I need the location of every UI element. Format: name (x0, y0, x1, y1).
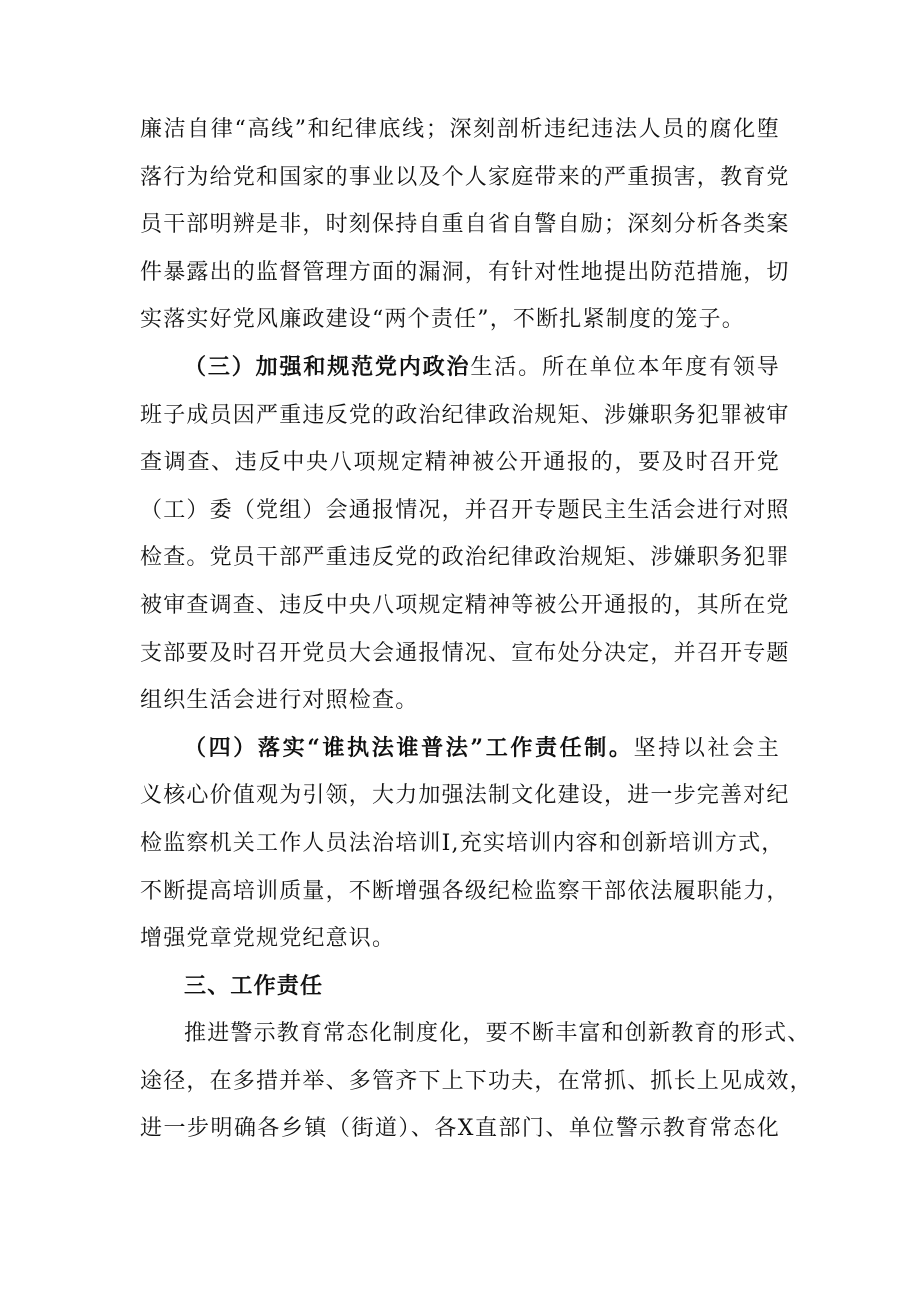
paragraph-3 (140, 725, 790, 963)
text-line: 支部要及时召开党员大会通报情况、宣布处分决定，并召开专题 (140, 640, 790, 666)
text-line: 实落实好党风廉政建设“两个责任”，不断扎紧制度的笼子。 (140, 307, 745, 333)
text-line (140, 344, 780, 392)
text-line: 检查。党员干部严重违反党的政治纪律政治规矩、涉嫌职务犯罪 (140, 545, 790, 571)
paragraph-heading: （三）加强和规范党内政治 (184, 353, 471, 380)
text-line: 员干部明辨是非，时刻保持自重自省自警自励；深刻分析各类案 (140, 212, 790, 238)
text-line: 查调查、违反中央八项规定精神被公开通报的，要及时召开党 (140, 450, 780, 476)
document-body (140, 106, 813, 1153)
paragraph-1 (140, 106, 790, 344)
text-line: 落行为给党和国家的事业以及个人家庭带来的严重损害，教育党 (140, 164, 790, 190)
text-line: 义核心价值观为引领，大力加强法制文化建设，进一步完善对纪 (140, 783, 790, 809)
text-line: 检监察机关工作人员法治培训I,充实培训内容和创新培训方式， (140, 830, 785, 856)
section-heading-text: 三、工作责任 (184, 973, 324, 999)
paragraph-2 (140, 344, 790, 725)
paragraph-4 (140, 1010, 813, 1153)
text-line: 不断提高培训质量，不断增强各级纪检监察干部依法履职能力， (140, 878, 790, 904)
text-line: （工）委（党组）会通报情况，并召开专题民主生活会进行对照 (140, 497, 790, 523)
text-line: 推进警示教育常态化制度化，要不断丰富和创新教育的形式、 (184, 1021, 811, 1047)
text-run: 生活。所在单位本年度有领导 (470, 354, 780, 380)
text-line: 途径，在多措并举、多管齐下上下功夫，在常抓、抓长上见成效， (140, 1068, 813, 1094)
section-heading (140, 963, 780, 1011)
text-line: 件暴露出的监督管理方面的漏洞，有针对性地提出防范措施，切 (140, 259, 790, 285)
text-line: 进一步明确各乡镇（街道）、各X直部门、单位警示教育常态化 (140, 1116, 780, 1142)
text-line (140, 725, 780, 773)
text-line: 廉洁自律“高线”和纪律底线；深刻剖析违纪违法人员的腐化堕 (140, 117, 780, 142)
text-run: 坚持以社会主 (633, 735, 780, 761)
text-line: 班子成员因严重违反党的政治纪律政治规矩、涉嫌职务犯罪被审 (140, 402, 790, 428)
text-line: 增强党章党规党纪意识。 (140, 926, 396, 952)
text-line: 被审查调查、违反中央八项规定精神等被公开通报的，其所在党 (140, 592, 790, 618)
paragraph-heading: （四）落实“谁执法谁普法”工作责任制。 (184, 734, 634, 761)
text-line: 组织生活会进行对照检查。 (140, 688, 419, 714)
